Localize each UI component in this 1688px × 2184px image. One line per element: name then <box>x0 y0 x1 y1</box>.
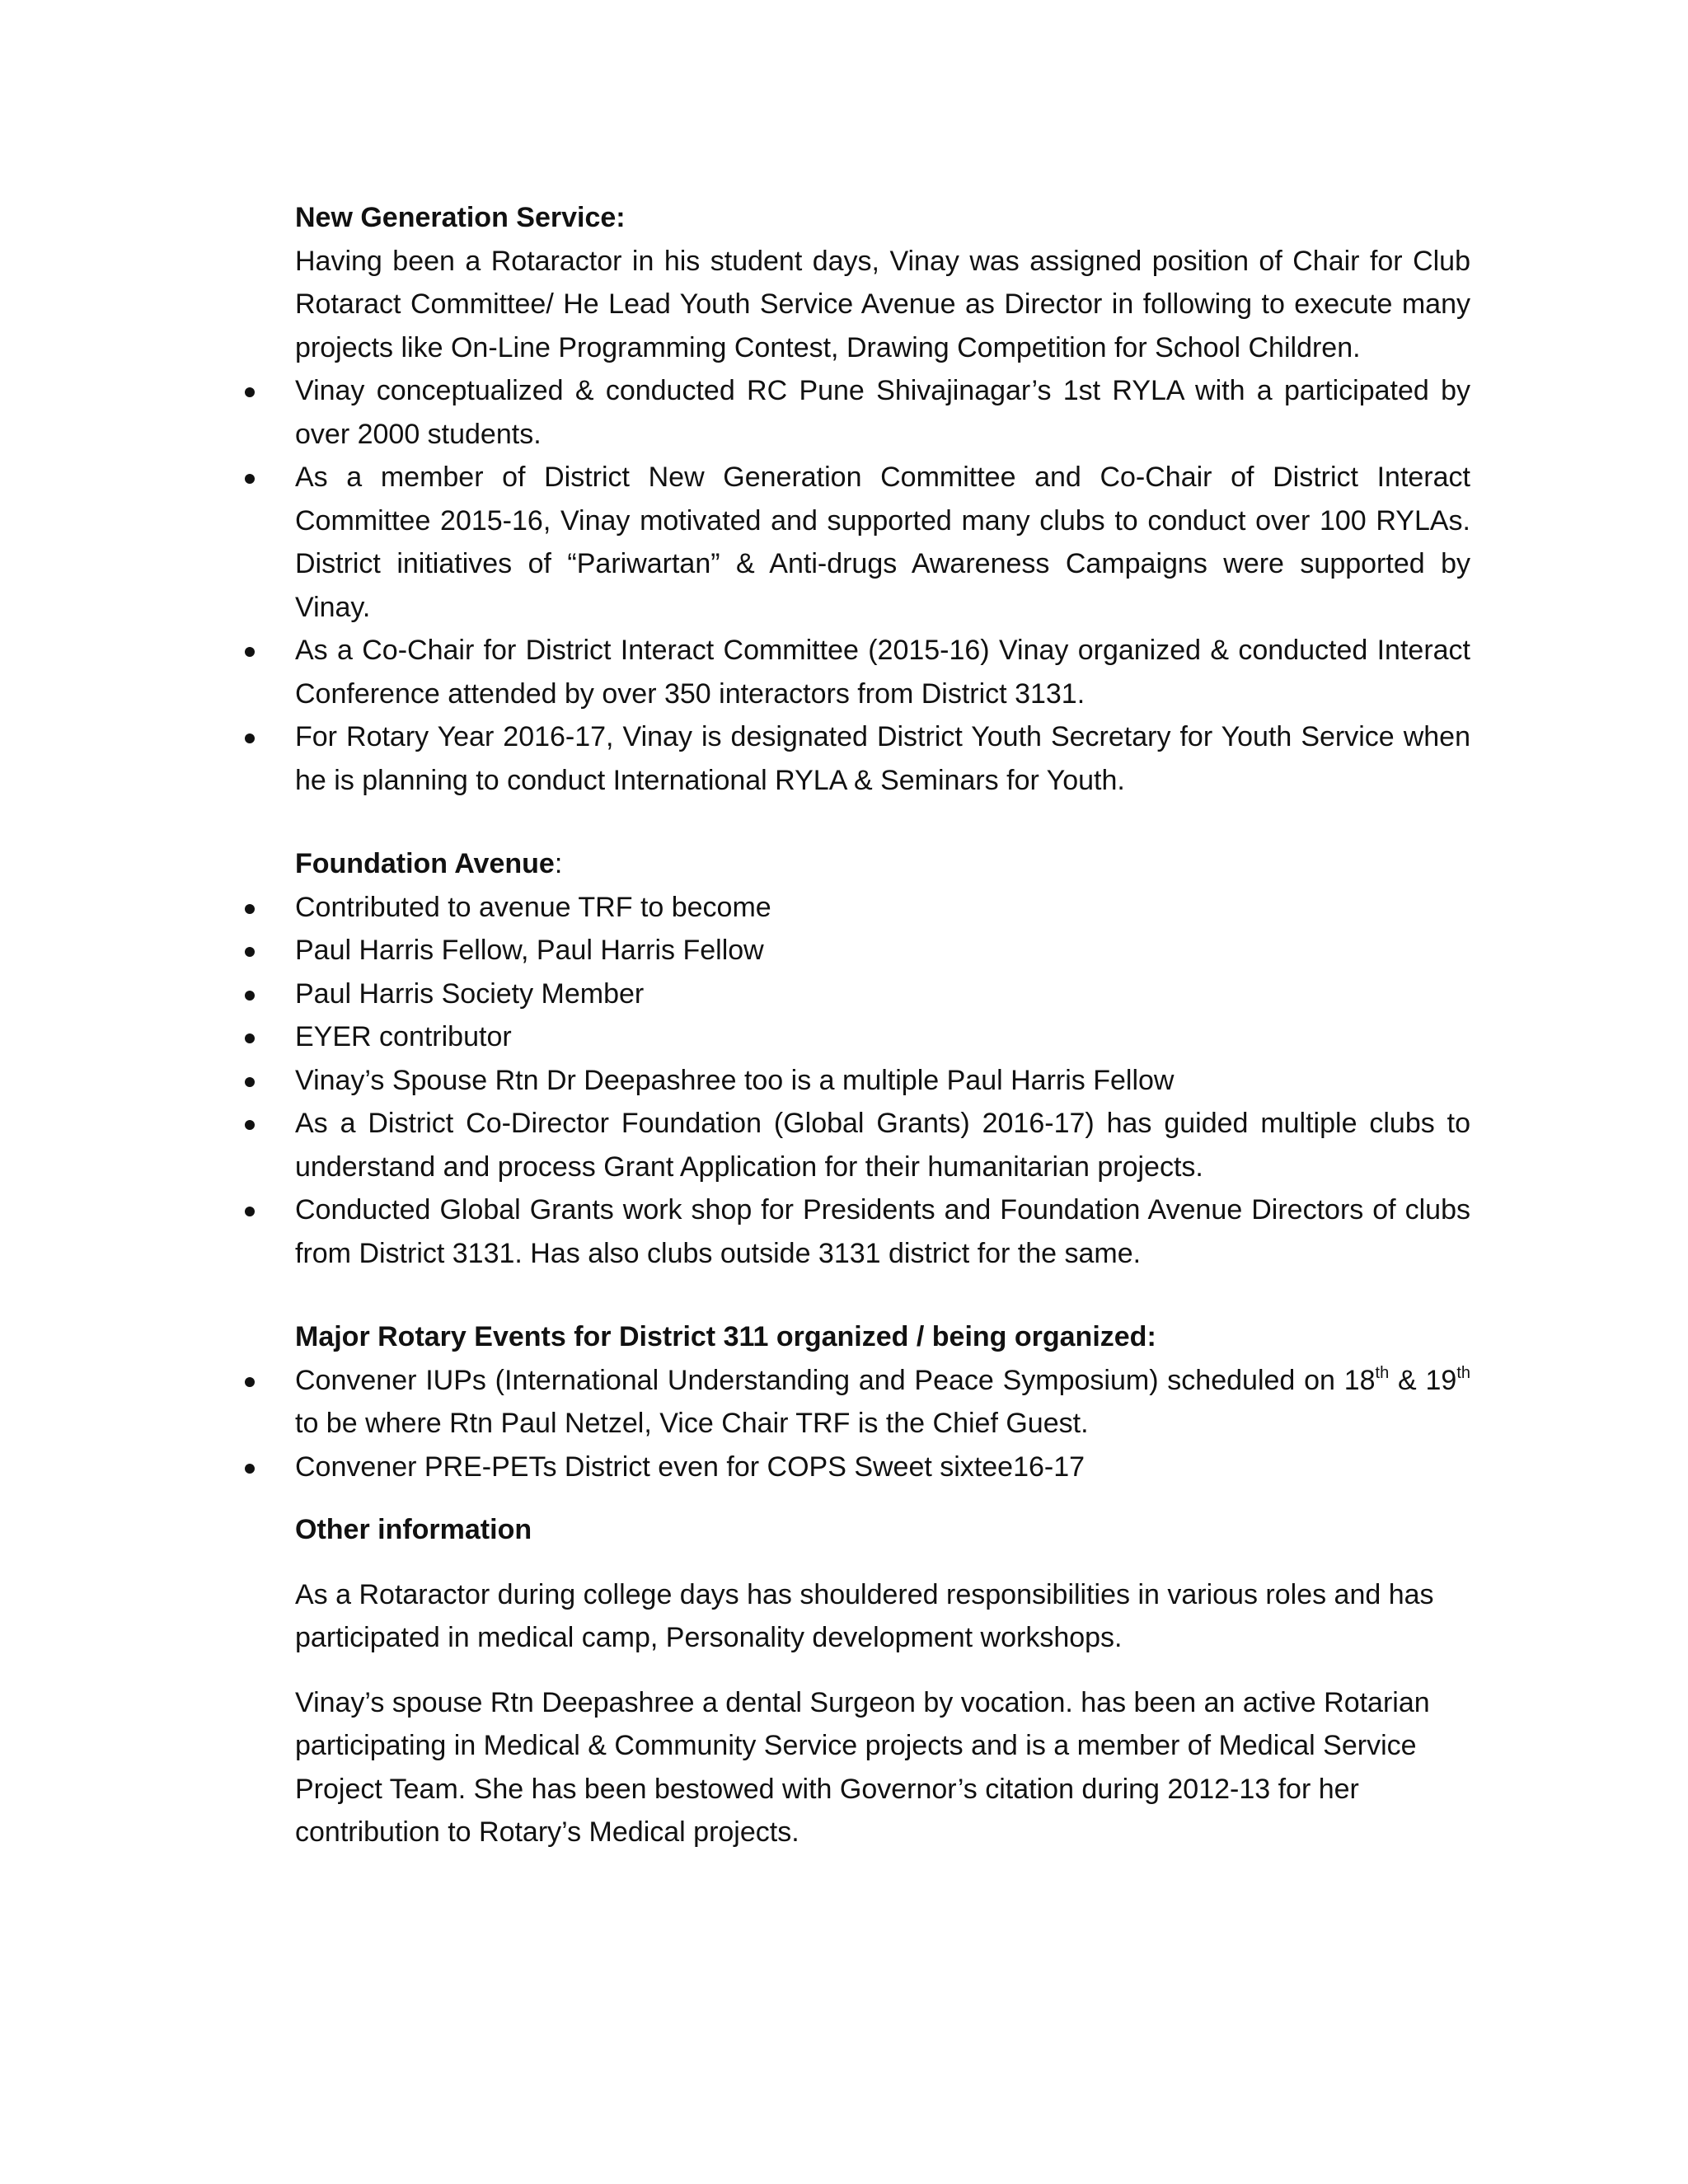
section-heading-other-information: Other information <box>295 1514 532 1545</box>
foundation-heading-text: Foundation Avenue <box>295 848 555 879</box>
new-generation-list <box>295 369 1470 802</box>
section-foundation <box>295 842 1470 1275</box>
list-item <box>295 1359 1470 1446</box>
list-item <box>295 1015 1470 1059</box>
list-item <box>295 886 1470 930</box>
list-item <box>295 369 1470 456</box>
ordinal-suffix: th <box>1456 1363 1471 1382</box>
list-item <box>295 1102 1470 1188</box>
bullet-icon <box>245 1120 255 1130</box>
paragraph-spacer <box>295 1552 1470 1573</box>
section-heading-new-generation: New Generation Service: <box>295 202 626 233</box>
paragraph-spacer <box>295 1660 1470 1681</box>
list-item-text <box>295 1365 1470 1440</box>
bullet-icon <box>245 1207 255 1216</box>
list-item-text: As a member of District New Generation Committee and Co-Chair of District Interact Committee 2015-16, Vinay motivated and supported many clubs to conduct over 100 RYLAs. District initiatives of “Pariwartan” & Anti-drugs Awareness Campaigns were supported by Vinay. <box>295 462 1470 623</box>
list-item-text: As a District Co-Director Foundation (Global Grants) 2016-17) has guided multiple clubs to understand and process Grant Application for their humanitarian projects. <box>295 1108 1470 1183</box>
ordinal-suffix: th <box>1375 1363 1390 1382</box>
list-item-text: Paul Harris Fellow, Paul Harris Fellow <box>295 935 764 966</box>
list-item <box>295 929 1470 972</box>
bullet-icon <box>245 904 255 914</box>
foundation-list <box>295 886 1470 1276</box>
bullet-icon <box>245 1077 255 1087</box>
list-item-text: For Rotary Year 2016-17, Vinay is designated District Youth Secretary for Youth Service when he is planning to conduct International RYLA & Seminars for Youth. <box>295 721 1470 796</box>
section-major-events <box>295 1315 1470 1488</box>
list-item-text: Conducted Global Grants work shop for Presidents and Foundation Avenue Directors of clubs from District 3131. Has also clubs outside 3131 district for the same. <box>295 1194 1470 1269</box>
section-spacer <box>295 802 1470 842</box>
section-heading-foundation <box>295 842 1470 886</box>
bullet-icon <box>245 474 255 484</box>
list-item <box>295 715 1470 802</box>
list-item-text: EYER contributor <box>295 1021 512 1052</box>
section-spacer <box>295 1275 1470 1315</box>
foundation-heading-colon: : <box>554 848 563 879</box>
document-page <box>295 196 1470 1854</box>
list-item <box>295 1059 1470 1103</box>
bullet-icon <box>245 1377 255 1387</box>
list-item-text: Vinay conceptualized & conducted RC Pune Shivajinagar’s 1st RYLA with a participated by over 2000 students. <box>295 375 1470 450</box>
bullet-icon <box>245 387 255 397</box>
list-item-text: Convener PRE-PETs District even for COPS Sweet sixtee16-17 <box>295 1451 1085 1483</box>
list-item <box>295 629 1470 715</box>
section-new-generation <box>295 196 1470 802</box>
event-text-part: Convener IUPs (International Understanding and Peace Symposium) scheduled on 18 <box>295 1364 1376 1396</box>
other-paragraph-2: Vinay’s spouse Rtn Deepashree a dental Surgeon by vocation. has been an active Rotarian participating in Medical & Community Service projects and is a member of Medical Service Project Team. She has been bestowed with Governor’s citation during 2012-13 for her contribution to Rotary’s Medical projects. <box>295 1686 1430 1848</box>
list-item-text: Paul Harris Society Member <box>295 977 645 1010</box>
section-heading-major-events: Major Rotary Events for District 311 organized / being organized: <box>295 1321 1156 1352</box>
bullet-icon <box>245 947 255 957</box>
list-item <box>295 1188 1470 1275</box>
list-item-text: As a Co-Chair for District Interact Committee (2015-16) Vinay organized & conducted Interact Conference attended by over 350 interactors from District 3131. <box>295 635 1470 710</box>
bullet-icon <box>245 733 255 743</box>
bullet-icon <box>245 1033 255 1043</box>
list-item <box>295 456 1470 629</box>
bullet-icon <box>245 647 255 657</box>
major-events-list <box>295 1359 1470 1489</box>
list-item <box>295 1446 1470 1489</box>
event-text-part: to be where Rtn Paul Netzel, Vice Chair TRF is the Chief Guest. <box>295 1408 1089 1439</box>
section-other-information <box>295 1508 1470 1854</box>
new-generation-intro: Having been a Rotaractor in his student days, Vinay was assigned position of Chair for Club Rotaract Committee/ He Lead Youth Service Avenue as Director in following to execute many projects like On-Line Programming Contest, Drawing Competition for School Children. <box>295 245 1470 363</box>
list-item-text: Contributed to avenue TRF to become <box>295 891 771 923</box>
bullet-icon <box>245 991 255 1001</box>
section-spacer <box>295 1488 1470 1508</box>
list-item-text: Vinay’s Spouse Rtn Dr Deepashree too is a multiple Paul Harris Fellow <box>295 1064 1175 1096</box>
other-paragraph-1: As a Rotaractor during college days has shouldered responsibilities in various roles and has participated in medical camp, Personality development workshops. <box>295 1578 1434 1653</box>
event-text-part: & 19 <box>1389 1364 1457 1396</box>
bullet-icon <box>245 1464 255 1474</box>
list-item <box>295 972 1470 1016</box>
